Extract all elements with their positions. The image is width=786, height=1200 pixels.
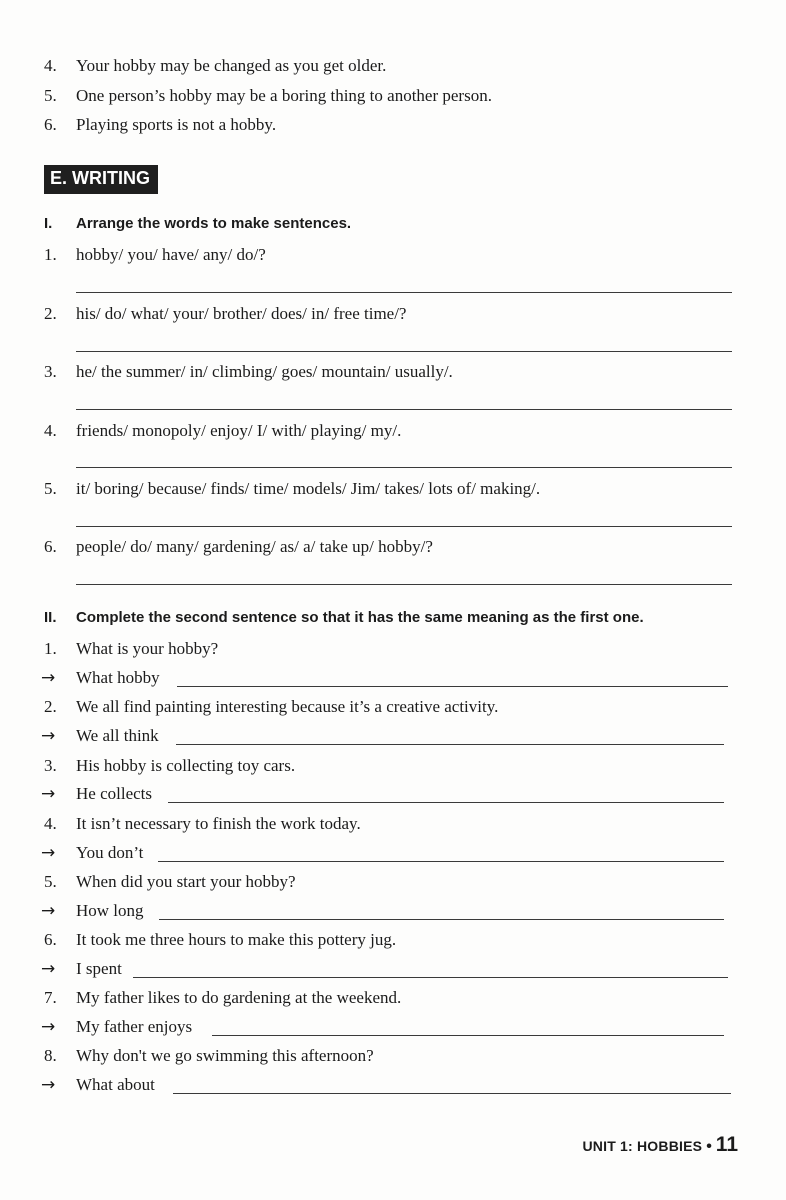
answer-line[interactable] [76, 467, 732, 468]
arrow-right-icon: → [41, 726, 56, 746]
answer-line[interactable] [173, 1093, 731, 1094]
answer-line[interactable] [158, 861, 724, 862]
arrow-right-icon: → [41, 901, 56, 921]
answer-line[interactable] [159, 919, 724, 920]
part-two-label: II. [44, 609, 57, 626]
part-one-instruction: Arrange the words to make sentences. [76, 215, 352, 232]
page-number: 11 [715, 1133, 738, 1156]
answer-line[interactable] [76, 409, 732, 410]
section-heading: E. WRITING [44, 165, 158, 194]
answer-line[interactable] [168, 802, 724, 803]
answer-line[interactable] [133, 977, 728, 978]
arrow-right-icon: → [41, 959, 56, 979]
answer-line[interactable] [76, 351, 732, 352]
answer-line[interactable] [76, 292, 732, 293]
arrow-right-icon: → [41, 843, 56, 863]
answer-line[interactable] [212, 1035, 724, 1036]
answer-line[interactable] [76, 584, 732, 585]
bullet-separator: • [706, 1138, 712, 1155]
unit-title: UNIT 1: HOBBIES [582, 1138, 703, 1154]
part-one-label: I. [44, 215, 53, 232]
arrow-right-icon: → [41, 668, 56, 688]
arrow-right-icon: → [41, 1017, 56, 1037]
answer-line[interactable] [177, 686, 728, 687]
page-footer [583, 1133, 739, 1157]
arrow-right-icon: → [41, 1075, 56, 1095]
answer-line[interactable] [76, 526, 732, 527]
part-two-instruction: Complete the second sentence so that it has the same meaning as the first one. [76, 609, 644, 626]
answer-line[interactable] [176, 744, 724, 745]
arrow-right-icon: → [41, 784, 56, 804]
